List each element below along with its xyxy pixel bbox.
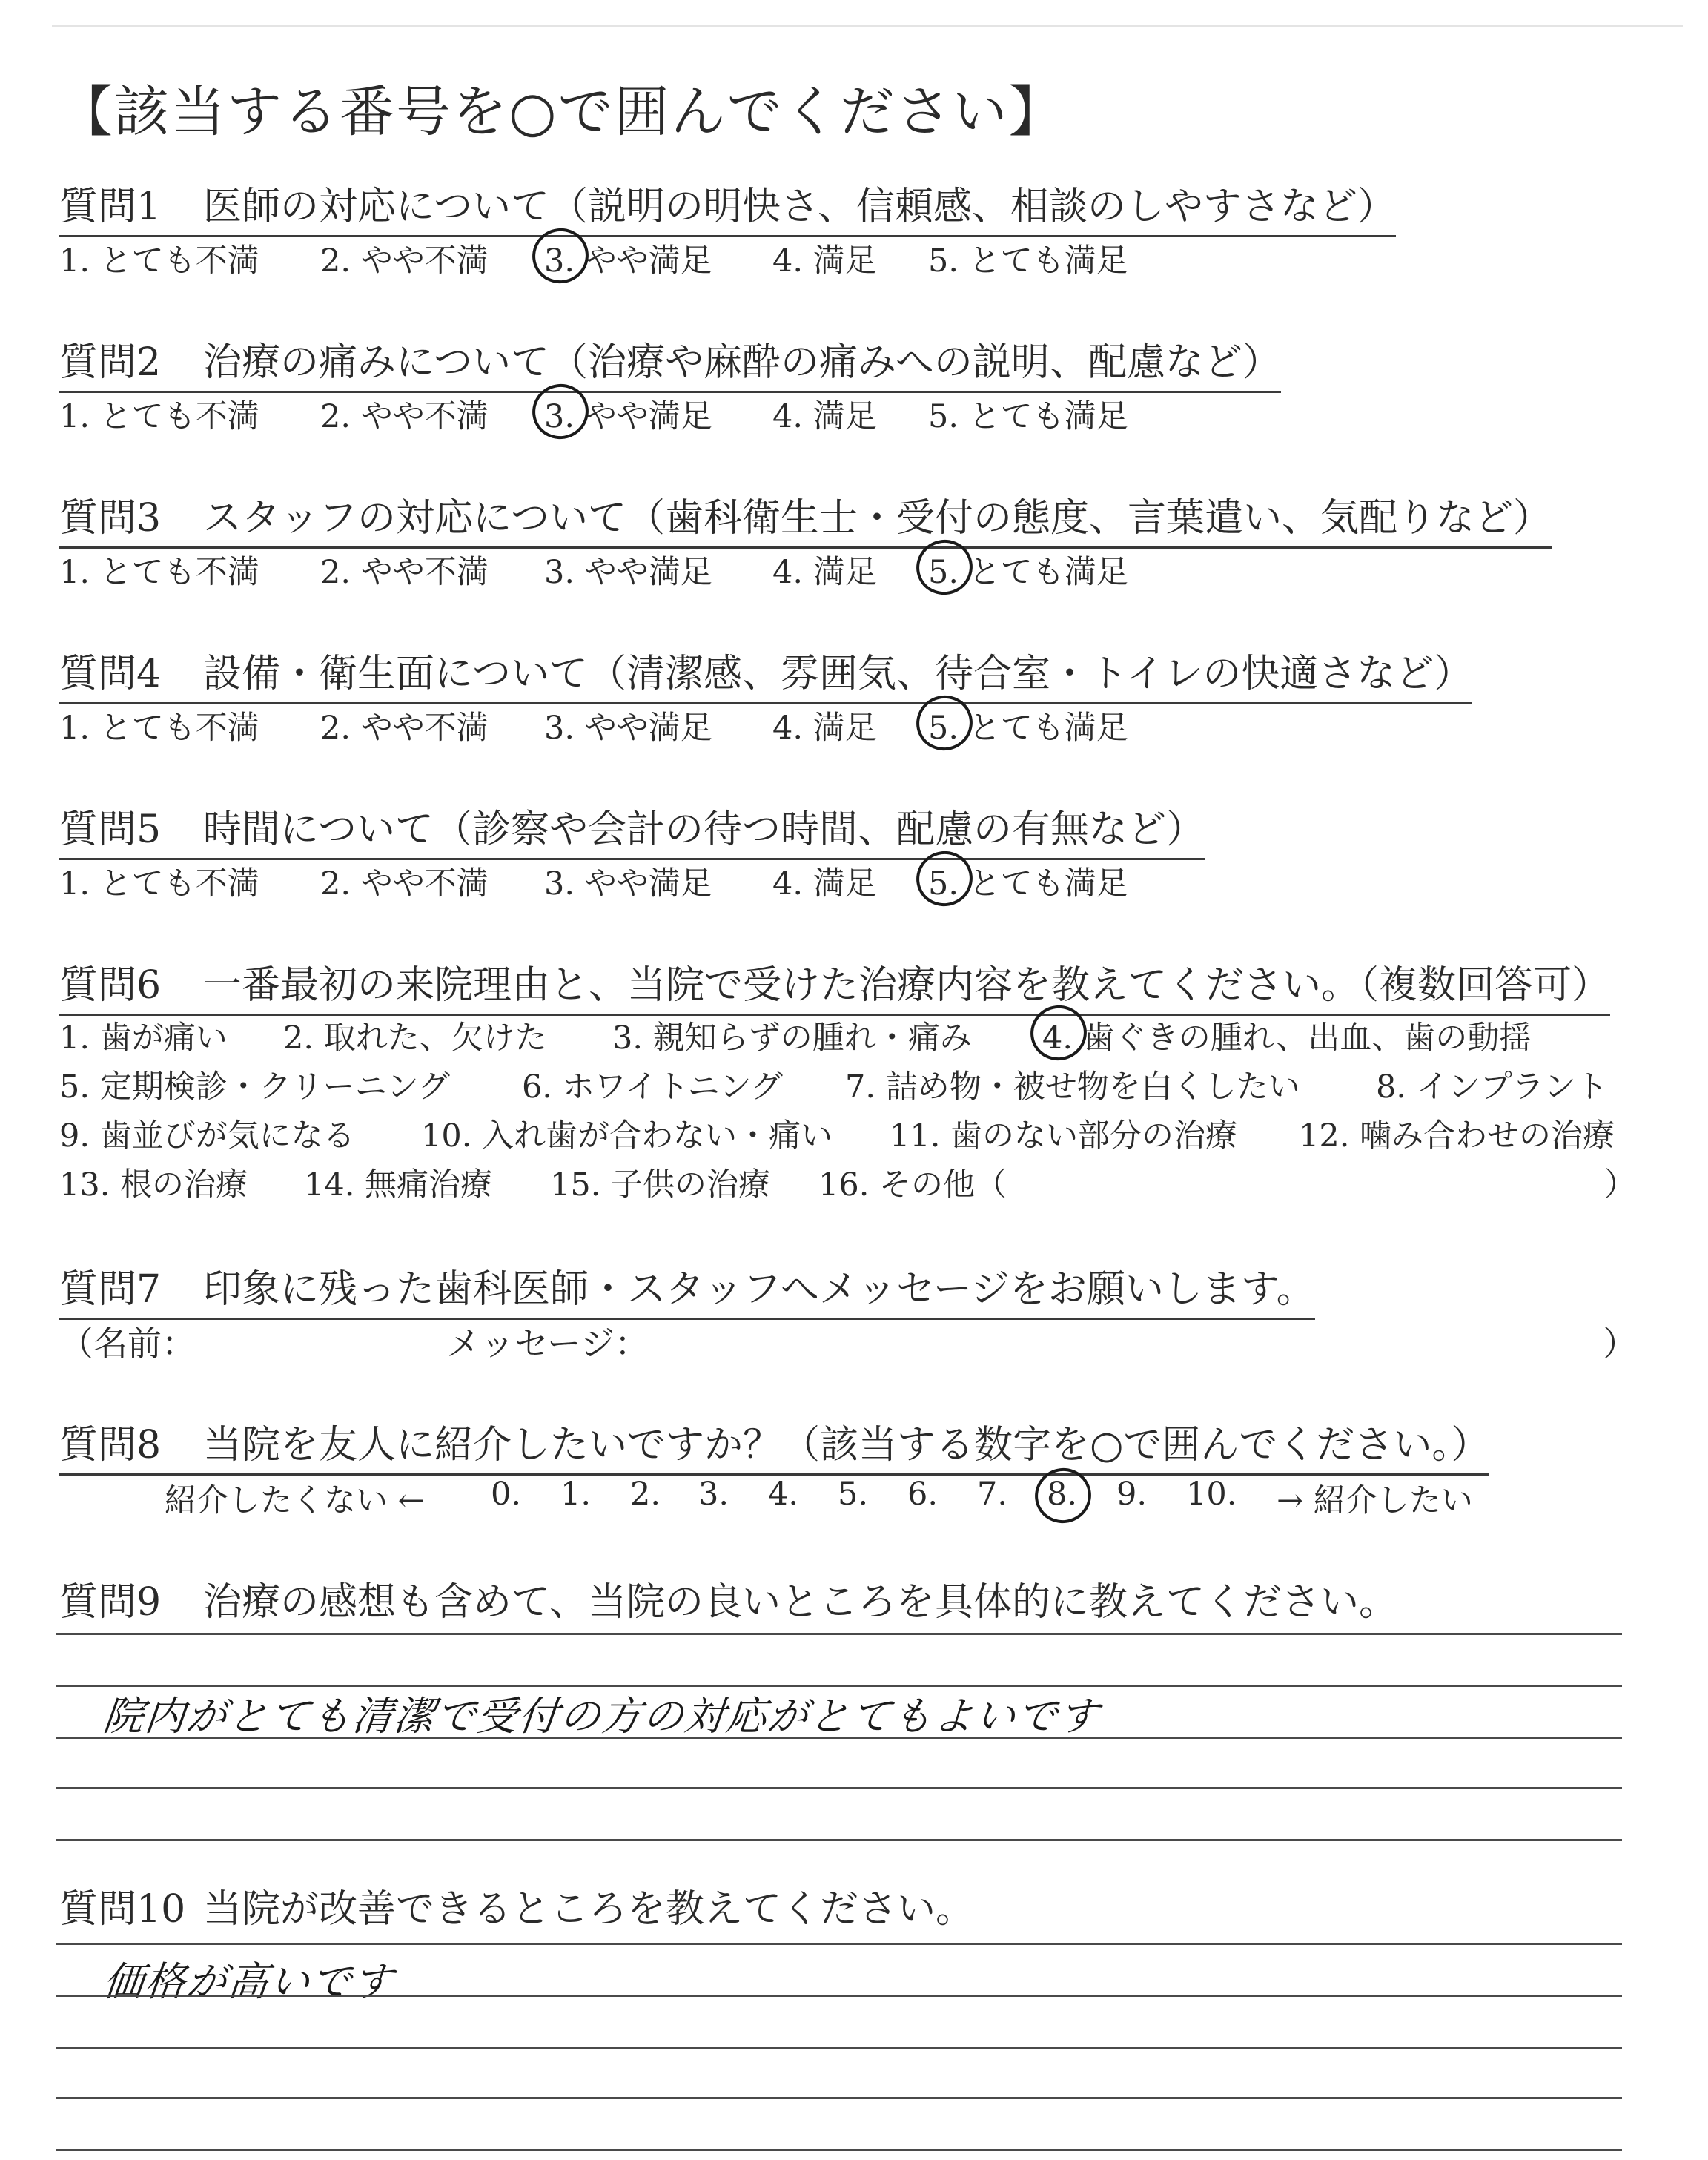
q10-line-5[interactable] (56, 2149, 1622, 2151)
question-4-text: 設備・衛生面について（清潔感、雰囲気、待合室・トイレの快適さなど） (203, 652, 1473, 696)
q8-right-label: → 紹介したい (1277, 1482, 1473, 1519)
q5-option-4[interactable]: 4. 満足 (772, 865, 877, 902)
q10-line-1[interactable] (56, 1943, 1622, 1945)
question-3-number: 質問3 (59, 496, 162, 541)
q4-option-3[interactable]: 3. やや満足 (544, 710, 712, 747)
question-10-heading (59, 1877, 974, 1938)
q8-option-9[interactable]: 9. (1116, 1476, 1148, 1513)
q2-option-3[interactable]: 3. やや満足 (544, 392, 712, 437)
question-9-number: 質問9 (59, 1580, 162, 1625)
question-9-heading (59, 1571, 1397, 1631)
page-title: 【該当する番号を○で囲んでください】 (58, 80, 1065, 144)
question-5-text: 時間について（診察や会計の待つ時間、配慮の有無など） (203, 807, 1205, 852)
q6-option-15[interactable]: 15. 子供の治療 (550, 1166, 771, 1203)
q7-name-label: （名前： (59, 1324, 196, 1364)
q8-option-8[interactable]: 8. (1047, 1476, 1078, 1513)
q8-option-5[interactable]: 5. (838, 1476, 869, 1513)
q1-option-1[interactable]: 1. とても不満 (59, 242, 259, 280)
q6-option-13[interactable]: 13. 根の治療 (59, 1166, 248, 1203)
question-6-heading (59, 954, 1610, 1016)
question-1-heading (59, 175, 1396, 237)
q1-option-2[interactable]: 2. やや不満 (320, 242, 489, 280)
q8-option-10[interactable]: 10. (1186, 1476, 1237, 1513)
question-7-text: 印象に残った歯科医師・スタッフへメッセージをお願いします。 (203, 1267, 1315, 1312)
q6-option-4[interactable]: 4. 歯ぐきの腫れ、出血、歯の動揺 (1042, 1013, 1531, 1058)
question-8-number: 質問8 (59, 1423, 162, 1467)
q8-option-1[interactable]: 1. (560, 1476, 592, 1513)
question-1-text: 医師の対応について（説明の明快さ、信頼感、相談のしやすさなど） (203, 185, 1396, 229)
question-2-heading (59, 331, 1281, 393)
q9-line-3[interactable] (56, 1737, 1622, 1739)
question-3-text: スタッフの対応について（歯科衛生士・受付の態度、言葉遣い、気配りなど） (203, 496, 1552, 541)
q7-name-field[interactable] (391, 1317, 436, 1355)
q3-option-1[interactable]: 1. とても不満 (59, 554, 259, 591)
q4-option-2[interactable]: 2. やや不満 (320, 710, 489, 747)
q8-option-7[interactable]: 7. (977, 1476, 1008, 1513)
q5-option-1[interactable]: 1. とても不満 (59, 865, 259, 902)
q6-option-14[interactable]: 14. 無痛治療 (304, 1166, 493, 1203)
q4-option-5[interactable]: 5. とても満足 (928, 703, 1128, 748)
q3-option-4[interactable]: 4. 満足 (772, 554, 877, 591)
q10-line-4[interactable] (56, 2097, 1622, 2099)
question-6-text: 一番最初の来院理由と、当院で受けた治療内容を教えてください。（複数回答可） (203, 963, 1611, 1008)
q9-line-5[interactable] (56, 1839, 1622, 1841)
question-7-heading (59, 1258, 1315, 1320)
question-5-number: 質問5 (59, 807, 162, 852)
question-8-text: 当院を友人に紹介したいですか？（該当する数字を○で囲んでください。） (203, 1423, 1490, 1467)
q8-option-3[interactable]: 3. (698, 1476, 729, 1513)
q10-handwritten-answer: 価格が高いです (101, 1958, 397, 2005)
question-9-text: 治療の感想も含めて、当院の良いところを具体的に教えてください。 (203, 1580, 1397, 1625)
q6-option-7[interactable]: 7. 詰め物・被せ物を白くしたい (845, 1069, 1300, 1106)
question-5-heading (59, 798, 1205, 860)
q9-line-1[interactable] (56, 1633, 1622, 1635)
q6-option-5[interactable]: 5. 定期検診・クリーニング (59, 1069, 450, 1106)
q1-option-3[interactable]: 3. やや満足 (544, 236, 712, 281)
q8-option-2[interactable]: 2. (630, 1476, 661, 1513)
question-4-number: 質問4 (59, 652, 162, 696)
question-3-heading (59, 486, 1552, 549)
q7-close-paren: ） (1603, 1324, 1637, 1364)
q3-option-3[interactable]: 3. やや満足 (544, 554, 712, 591)
question-7-number: 質問7 (59, 1267, 162, 1312)
q4-option-1[interactable]: 1. とても不満 (59, 710, 259, 747)
q10-line-2[interactable] (56, 1995, 1622, 1997)
q8-option-4[interactable]: 4. (768, 1476, 799, 1513)
question-8-heading (59, 1413, 1489, 1476)
q5-option-2[interactable]: 2. やや不満 (320, 865, 489, 902)
q5-option-3[interactable]: 3. やや満足 (544, 865, 712, 902)
question-4-heading (59, 642, 1472, 704)
q6-option-2[interactable]: 2. 取れた、欠けた (283, 1020, 547, 1057)
q3-option-5[interactable]: 5. とても満足 (928, 547, 1128, 592)
q2-option-2[interactable]: 2. やや不満 (320, 398, 489, 435)
q6-option-9[interactable]: 9. 歯並びが気になる (59, 1117, 355, 1155)
q6-option-16[interactable]: 16. その他（ (818, 1166, 1007, 1203)
question-1-number: 質問1 (59, 185, 162, 229)
q8-option-6[interactable]: 6. (907, 1476, 939, 1513)
q1-option-5[interactable]: 5. とても満足 (928, 242, 1128, 280)
q7-message-field[interactable] (667, 1317, 1586, 1355)
question-6-number: 質問6 (59, 963, 162, 1008)
question-10-text: 当院が改善できるところを教えてください。 (203, 1887, 975, 1932)
q6-option-10[interactable]: 10. 入れ歯が合わない・痛い (421, 1117, 833, 1155)
q6-other-close: ） (1604, 1166, 1636, 1203)
question-2-number: 質問2 (59, 340, 162, 385)
q6-option-6[interactable]: 6. ホワイトニング (522, 1069, 783, 1106)
q6-option-8[interactable]: 8. インプラント (1376, 1069, 1608, 1106)
q5-option-5[interactable]: 5. とても満足 (928, 859, 1128, 904)
q6-option-1[interactable]: 1. 歯が痛い (59, 1020, 228, 1057)
q6-option-12[interactable]: 12. 噛み合わせの治療 (1299, 1117, 1615, 1155)
question-2-text: 治療の痛みについて（治療や麻酔の痛みへの説明、配慮など） (203, 340, 1281, 385)
q10-line-3[interactable] (56, 2047, 1622, 2049)
q2-option-4[interactable]: 4. 満足 (772, 398, 877, 435)
q2-option-1[interactable]: 1. とても不満 (59, 398, 259, 435)
q9-line-4[interactable] (56, 1787, 1622, 1789)
q8-left-label: 紹介したくない ← (165, 1482, 425, 1519)
question-10-number: 質問10 (59, 1887, 186, 1932)
q6-option-3[interactable]: 3. 親知らずの腫れ・痛み (612, 1020, 972, 1057)
q4-option-4[interactable]: 4. 満足 (772, 710, 877, 747)
top-border (52, 25, 1683, 27)
q3-option-2[interactable]: 2. やや不満 (320, 554, 489, 591)
q1-option-4[interactable]: 4. 満足 (772, 242, 877, 280)
q9-handwritten-answer: 院内がとても清潔で受付の方の対応がとてもよいです (101, 1693, 1102, 1740)
q7-message-label: メッセージ： (446, 1324, 649, 1364)
q6-option-11[interactable]: 11. 歯のない部分の治療 (890, 1117, 1238, 1155)
q2-option-5[interactable]: 5. とても満足 (928, 398, 1128, 435)
q8-option-0[interactable]: 0. (491, 1476, 522, 1513)
